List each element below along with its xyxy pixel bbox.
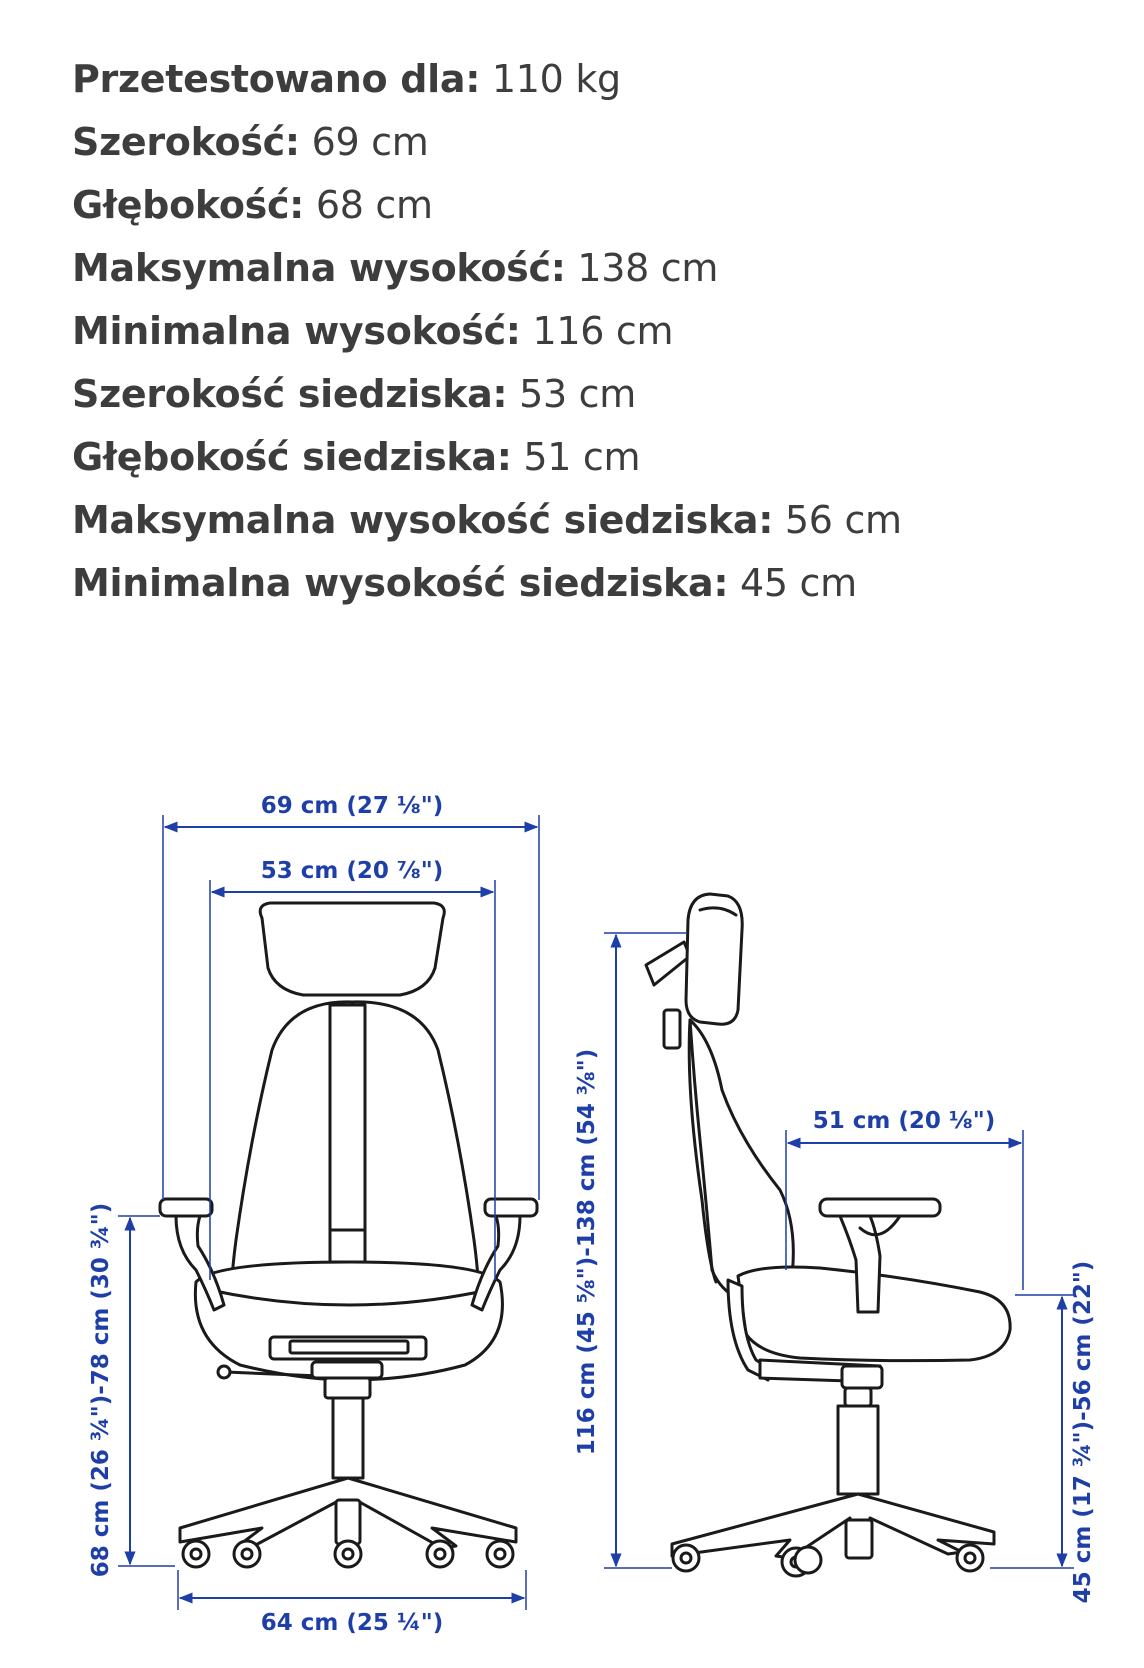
spec-row-seat-depth — [72, 426, 1072, 489]
spec-row-depth — [72, 174, 1072, 237]
headrest-front — [260, 903, 444, 995]
armrest-height-label: 68 cm (26 ¾")-78 cm (30 ¾") — [88, 1202, 114, 1578]
spec-row-tested-load — [72, 48, 1072, 111]
spec-value: 110 kg — [491, 57, 621, 101]
gas-column — [333, 1398, 363, 1478]
chair-dimension-drawing — [0, 740, 1144, 1668]
overall-width-label: 69 cm (27 ⅛") — [260, 793, 444, 819]
spec-label: Maksymalna wysokość siedziska: — [72, 498, 774, 542]
spec-value: 51 cm — [523, 435, 641, 479]
base-width-label: 64 cm (25 ¼") — [260, 1610, 444, 1636]
armrest-side — [820, 1199, 940, 1216]
spec-label: Szerokość: — [72, 120, 300, 164]
chair-side-view — [646, 894, 1010, 1576]
spine-bar — [330, 1005, 365, 1285]
armrest-right — [485, 1199, 537, 1216]
spec-row-min-seat-height — [72, 552, 1072, 615]
spec-label: Przetestowano dla: — [72, 57, 481, 101]
spec-value: 116 cm — [532, 309, 674, 353]
backrest-side — [690, 1020, 793, 1303]
total-height-label: 116 cm (45 ⅝")-138 cm (54 ⅜") — [574, 1048, 600, 1456]
specification-list — [72, 48, 1072, 615]
spec-value: 69 cm — [311, 120, 429, 164]
seat-height-label: 45 cm (17 ¾")-56 cm (22") — [1070, 1260, 1096, 1604]
spec-row-max-seat-height — [72, 489, 1072, 552]
spec-label: Głębokość: — [72, 183, 305, 227]
spec-value: 138 cm — [577, 246, 719, 290]
base-star-side — [672, 1494, 994, 1558]
seat-depth-label: 51 cm (20 ⅛") — [812, 1108, 996, 1134]
gas-column-side — [838, 1406, 878, 1494]
spec-label: Minimalna wysokość siedziska: — [72, 561, 729, 605]
casters-front — [183, 1541, 513, 1567]
spec-value: 56 cm — [784, 498, 902, 542]
spec-row-max-height — [72, 237, 1072, 300]
spec-label: Maksymalna wysokość: — [72, 246, 566, 290]
spec-value: 53 cm — [519, 372, 636, 416]
spec-row-seat-width — [72, 363, 1072, 426]
chair-front-view — [160, 903, 537, 1567]
spec-row-min-height — [72, 300, 1072, 363]
spec-label: Szerokość siedziska: — [72, 372, 508, 416]
spec-value: 45 cm — [740, 561, 857, 605]
spec-row-width — [72, 111, 1072, 174]
spec-label: Głębokość siedziska: — [72, 435, 512, 479]
armrest-left — [160, 1199, 212, 1216]
spec-label: Minimalna wysokość: — [72, 309, 521, 353]
spec-value: 68 cm — [315, 183, 433, 227]
seat-width-label: 53 cm (20 ⅞") — [260, 858, 444, 884]
